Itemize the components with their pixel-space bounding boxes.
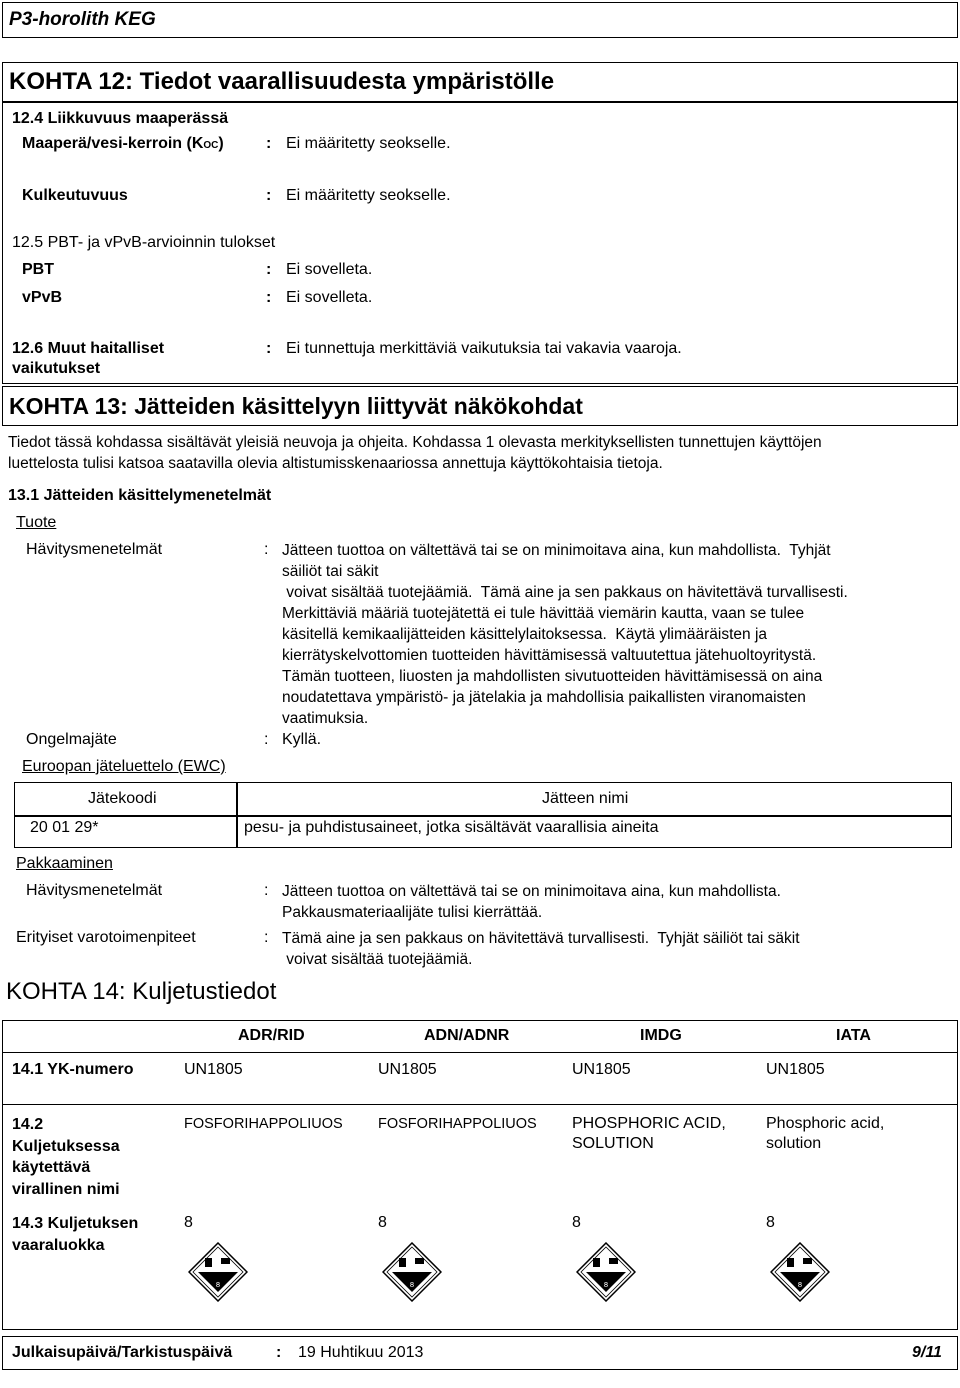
- text-line: Tämän tuotteen, liuosten ja mahdollisten sivutuotteiden hävittämisessä on aina: [282, 668, 823, 685]
- text-line: FOSFORIHAPPOLIUOS: [184, 1116, 343, 1132]
- waste-code-header: Jätekoodi: [88, 790, 157, 807]
- product-heading: Tuote: [16, 514, 57, 531]
- hazardous-waste-value: Kyllä.: [282, 731, 322, 748]
- class-adr: 8: [184, 1214, 193, 1231]
- text-line: käsitellä kemikaalijätteiden käsittelylaitoksessa. Käytä ylimääräisten ja: [282, 626, 768, 643]
- un-adr: UN1805: [184, 1061, 243, 1078]
- text-line: Phosphoric acid,: [766, 1115, 885, 1132]
- pbt-label: PBT: [22, 261, 54, 278]
- section-12-title: KOHTA 12: Tiedot vaarallisuudesta ympäristölle: [9, 68, 555, 95]
- text-line: Tämä aine ja sen pakkaus on hävitettävä turvallisesti. Tyhjät säiliöt tai säkit: [282, 930, 800, 947]
- text-line: säiliöt tai säkit: [282, 563, 379, 580]
- text-line: Pakkausmateriaalijäte tulisi kierrättää.: [282, 904, 543, 921]
- heading-13-1: 13.1 Jätteiden käsittelymenetelmät: [8, 487, 272, 504]
- precautions-label: Erityiset varotoimenpiteet: [16, 929, 196, 946]
- heading-12-6-line2: vaikutukset: [12, 360, 101, 377]
- waste-name-header: Jätteen nimi: [542, 790, 629, 807]
- colon: :: [264, 882, 269, 899]
- col-iata: IATA: [836, 1027, 871, 1044]
- mobility-label: Kulkeutuvuus: [22, 187, 128, 204]
- heading-12-4: 12.4 Liikkuvuus maaperässä: [12, 110, 229, 127]
- shipping-name-iata: [766, 1114, 884, 1154]
- text-line: FOSFORIHAPPOLIUOS: [378, 1116, 537, 1132]
- text-line: 14.2: [12, 1116, 44, 1133]
- text-line: noudatettava ympäristö- ja jätelakia ja mahdollisia paikallisten viranomaisten: [282, 689, 806, 706]
- heading-12-5: 12.5 PBT- ja vPvB-arvioinnin tulokset: [12, 234, 276, 251]
- section-14-title-box: [4, 972, 318, 1012]
- text-line: PHOSPHORIC ACID,: [572, 1115, 726, 1132]
- section-13-title-box: [2, 386, 958, 426]
- text-line: voivat sisältää tuotejäämiä.: [282, 951, 473, 968]
- corrosive-class-8-icon: [382, 1242, 442, 1302]
- text-line: virallinen nimi: [12, 1180, 120, 1198]
- un-iata: UN1805: [766, 1061, 825, 1078]
- colon: :: [266, 261, 272, 278]
- svg-text:8: 8: [409, 1281, 415, 1289]
- intro-line-2: luettelosta tulisi katsoa saatavilla olevia altistumisskenaariossa annettuja käyttökohtaisia tietoja.: [8, 455, 663, 472]
- footer-date-value: 19 Huhtikuu 2013: [298, 1344, 424, 1361]
- disposal-label: Hävitysmenetelmät: [26, 541, 163, 558]
- col-adn: ADN/ADNR: [424, 1027, 510, 1044]
- hazardous-waste-label: Ongelmajäte: [26, 731, 117, 748]
- colon: :: [264, 731, 269, 748]
- packaging-heading: Pakkaaminen: [16, 855, 113, 872]
- text-line: vaaraluokka: [12, 1237, 105, 1254]
- pack-disposal-label: Hävitysmenetelmät: [26, 882, 163, 899]
- pack-disposal-text: [282, 881, 781, 923]
- corrosive-class-8-icon: [770, 1242, 830, 1302]
- vpvb-value: Ei sovelleta.: [286, 289, 373, 306]
- precautions-text: [282, 928, 800, 970]
- text-line: Jätteen tuottoa on vältettävä tai se on minimoitava aina, kun mahdollista.: [282, 883, 781, 900]
- text-line: Jätteen tuottoa on vältettävä tai se on minimoitava aina, kun mahdollista. Tyhjät: [282, 542, 831, 559]
- text-line: SOLUTION: [572, 1135, 654, 1152]
- text-line: 14.3 Kuljetuksen: [12, 1215, 139, 1232]
- hazard-class-label: [12, 1213, 138, 1257]
- heading-12-6-line1: 12.6 Muut haitalliset: [12, 340, 165, 357]
- page-number: 9/11: [912, 1344, 942, 1361]
- colon: :: [266, 340, 272, 357]
- class-imdg: 8: [572, 1214, 581, 1231]
- text-line: kierrätyskelvottomien tuotteiden hävittämisessä valtuutettua jätehuoltoyritystä.: [282, 647, 817, 664]
- text-line: voivat sisältää tuotejäämiä. Tämä aine ja sen pakkaus on hävitettävä turvallisesti.: [282, 584, 848, 601]
- text-line: Kuljetuksessa: [12, 1137, 120, 1155]
- transport-divider-2: [2, 1104, 958, 1105]
- svg-text:8: 8: [215, 1281, 221, 1289]
- text-line: solution: [766, 1135, 822, 1152]
- waste-code-cell: 20 01 29*: [30, 819, 99, 836]
- shipping-name-adn: [378, 1114, 537, 1134]
- footer-date-label: Julkaisupäivä/Tarkistuspäivä: [12, 1344, 233, 1361]
- class-adn: 8: [378, 1214, 387, 1231]
- disposal-methods-text: [282, 540, 848, 729]
- koc-value: Ei määritetty seokselle.: [286, 135, 451, 152]
- colon: :: [264, 929, 269, 946]
- un-adn: UN1805: [378, 1061, 437, 1078]
- text-line: Merkittäviä määriä tuotejätettä ei tule hävittää viemärin kautta, vaan se tulee: [282, 605, 805, 622]
- text-line: käytettävä: [12, 1159, 91, 1176]
- header-bar: [2, 2, 958, 38]
- shipping-name-label: [12, 1114, 120, 1200]
- product-name: P3-horolith KEG: [9, 9, 156, 30]
- svg-text:8: 8: [797, 1281, 803, 1289]
- text-line: vaatimuksia.: [282, 710, 369, 727]
- intro-line-1: Tiedot tässä kohdassa sisältävät yleisiä neuvoja ja ohjeita. Kohdassa 1 olevasta merkityksellisten tunnettujen käyttöjen: [8, 434, 822, 451]
- waste-table-divider: [14, 815, 952, 817]
- transport-divider-1: [2, 1052, 958, 1053]
- other-effects-value: Ei tunnettuja merkittäviä vaikutuksia tai vakavia vaaroja.: [286, 340, 682, 357]
- colon: :: [266, 135, 272, 152]
- footer-colon: :: [276, 1344, 282, 1361]
- section-12-title-box: [2, 62, 958, 102]
- vpvb-label: vPvB: [22, 289, 63, 306]
- section-13-title: KOHTA 13: Jätteiden käsittelyyn liittyvät näkökohdat: [9, 393, 583, 419]
- koc-label: Maaperä/vesi-kerroin (KOC): [22, 135, 224, 152]
- shipping-name-adr: [184, 1114, 343, 1134]
- mobility-value: Ei määritetty seokselle.: [286, 187, 451, 204]
- un-imdg: UN1805: [572, 1061, 631, 1078]
- ewc-heading: Euroopan jäteluettelo (EWC): [22, 758, 226, 775]
- corrosive-class-8-icon: [188, 1242, 248, 1302]
- col-adr: ADR/RID: [238, 1027, 305, 1044]
- colon: :: [266, 187, 272, 204]
- corrosive-class-8-icon: [576, 1242, 636, 1302]
- class-iata: 8: [766, 1214, 775, 1231]
- colon: :: [266, 289, 272, 306]
- col-imdg: IMDG: [640, 1027, 682, 1044]
- waste-table-col-divider: [236, 782, 238, 848]
- shipping-name-imdg: [572, 1114, 726, 1154]
- svg-text:8: 8: [603, 1281, 609, 1289]
- section-14-title: KOHTA 14: Kuljetustiedot: [6, 978, 277, 1005]
- un-label: 14.1 YK-numero: [12, 1061, 134, 1078]
- waste-name-cell: pesu- ja puhdistusaineet, jotka sisältävät vaarallisia aineita: [244, 819, 659, 836]
- pbt-value: Ei sovelleta.: [286, 261, 373, 278]
- colon: :: [264, 541, 269, 558]
